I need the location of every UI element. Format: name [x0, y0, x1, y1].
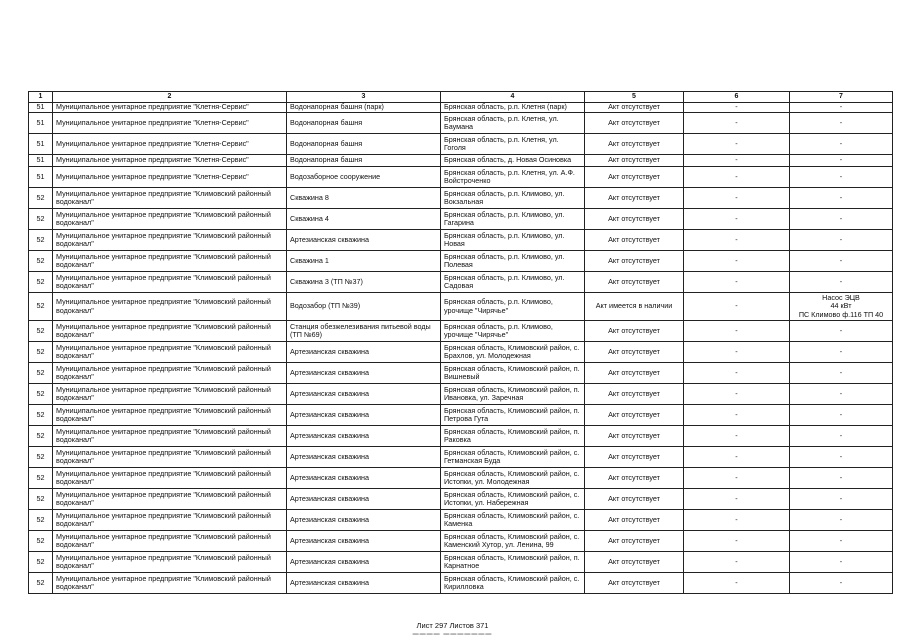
row-number: 52 — [29, 188, 53, 209]
table-row — [29, 363, 893, 384]
address-cell: Брянская область, р.п. Клетня (парк) — [441, 103, 585, 113]
address-cell: Брянская область, Климовский район, п. Вишневый — [441, 363, 585, 384]
column-7-cell: - — [790, 573, 893, 594]
act-status-cell: Акт отсутствует — [585, 447, 684, 468]
table-row — [29, 167, 893, 188]
column-7-cell: - — [790, 468, 893, 489]
object-cell: Артезианская скважина — [287, 230, 441, 251]
column-7-cell: - — [790, 209, 893, 230]
object-cell: Скважина 1 — [287, 251, 441, 272]
act-status-cell: Акт отсутствует — [585, 167, 684, 188]
column-6-cell: - — [684, 363, 790, 384]
act-status-cell: Акт отсутствует — [585, 531, 684, 552]
column-6-cell: - — [684, 167, 790, 188]
column-7-cell: - — [790, 405, 893, 426]
footer-faint-stamp: ▬▬▬▬ ▬▬▬▬▬▬▬ — [412, 631, 493, 637]
organization-cell: Муниципальное унитарное предприятие "Клетня-Сервис" — [53, 103, 287, 113]
table-row — [29, 510, 893, 531]
column-6-cell: - — [684, 321, 790, 342]
object-cell: Водонапорная башня — [287, 155, 441, 167]
column-7-cell: - — [790, 155, 893, 167]
act-status-cell: Акт отсутствует — [585, 468, 684, 489]
table-row — [29, 552, 893, 573]
act-status-cell: Акт отсутствует — [585, 155, 684, 167]
table-row — [29, 155, 893, 167]
object-cell: Водонапорная башня — [287, 113, 441, 134]
column-7-cell: - — [790, 447, 893, 468]
table-row — [29, 230, 893, 251]
column-7-cell: - — [790, 272, 893, 293]
row-number: 51 — [29, 167, 53, 188]
column-7-cell: - — [790, 134, 893, 155]
organization-cell: Муниципальное унитарное предприятие "Климовский районный водоканал" — [53, 489, 287, 510]
act-status-cell: Акт отсутствует — [585, 342, 684, 363]
table-row — [29, 272, 893, 293]
act-status-cell: Акт отсутствует — [585, 103, 684, 113]
column-6-cell: - — [684, 103, 790, 113]
object-cell: Артезианская скважина — [287, 510, 441, 531]
registry-table — [28, 91, 893, 594]
address-cell: Брянская область, р.п. Климово, ул. Гагарина — [441, 209, 585, 230]
organization-cell: Муниципальное унитарное предприятие "Климовский районный водоканал" — [53, 468, 287, 489]
address-cell: Брянская область, д. Новая Осиновка — [441, 155, 585, 167]
object-cell: Артезианская скважина — [287, 405, 441, 426]
column-header-4: 4 — [441, 92, 585, 103]
object-cell: Водозабор (ТП №39) — [287, 293, 441, 321]
object-cell: Артезианская скважина — [287, 384, 441, 405]
column-7-cell: - — [790, 552, 893, 573]
column-6-cell: - — [684, 489, 790, 510]
row-number: 52 — [29, 489, 53, 510]
column-6-cell: - — [684, 293, 790, 321]
organization-cell: Муниципальное унитарное предприятие "Климовский районный водоканал" — [53, 426, 287, 447]
column-6-cell: - — [684, 342, 790, 363]
organization-cell: Муниципальное унитарное предприятие "Клетня-Сервис" — [53, 113, 287, 134]
table-row — [29, 468, 893, 489]
organization-cell: Муниципальное унитарное предприятие "Климовский районный водоканал" — [53, 384, 287, 405]
row-number: 52 — [29, 573, 53, 594]
table-row — [29, 531, 893, 552]
act-status-cell: Акт отсутствует — [585, 363, 684, 384]
address-cell: Брянская область, Климовский район, п. Петрова Гута — [441, 405, 585, 426]
organization-cell: Муниципальное унитарное предприятие "Клетня-Сервис" — [53, 167, 287, 188]
object-cell: Водонапорная башня — [287, 134, 441, 155]
act-status-cell: Акт отсутствует — [585, 230, 684, 251]
column-6-cell: - — [684, 230, 790, 251]
column-6-cell: - — [684, 251, 790, 272]
organization-cell: Муниципальное унитарное предприятие "Климовский районный водоканал" — [53, 342, 287, 363]
object-cell: Скважина 4 — [287, 209, 441, 230]
act-status-cell: Акт отсутствует — [585, 321, 684, 342]
column-header-3: 3 — [287, 92, 441, 103]
address-cell: Брянская область, р.п. Климово, ул. Садовая — [441, 272, 585, 293]
organization-cell: Муниципальное унитарное предприятие "Клетня-Сервис" — [53, 134, 287, 155]
organization-cell: Муниципальное унитарное предприятие "Климовский районный водоканал" — [53, 272, 287, 293]
column-6-cell: - — [684, 447, 790, 468]
organization-cell: Муниципальное унитарное предприятие "Климовский районный водоканал" — [53, 209, 287, 230]
column-header-6: 6 — [684, 92, 790, 103]
column-6-cell: - — [684, 510, 790, 531]
organization-cell: Муниципальное унитарное предприятие "Климовский районный водоканал" — [53, 510, 287, 531]
address-cell: Брянская область, Климовский район, с. Брахлов, ул. Молодежная — [441, 342, 585, 363]
address-cell: Брянская область, р.п. Клетня, ул. Баумана — [441, 113, 585, 134]
act-status-cell: Акт отсутствует — [585, 426, 684, 447]
table-row — [29, 134, 893, 155]
column-7-cell: - — [790, 103, 893, 113]
object-cell: Станция обезжелезивания питьевой воды (ТП №69) — [287, 321, 441, 342]
header-row — [29, 92, 893, 103]
table-row — [29, 426, 893, 447]
act-status-cell: Акт отсутствует — [585, 113, 684, 134]
column-6-cell: - — [684, 188, 790, 209]
table-row — [29, 321, 893, 342]
column-7-cell: - — [790, 426, 893, 447]
organization-cell: Муниципальное унитарное предприятие "Климовский районный водоканал" — [53, 363, 287, 384]
column-7-cell: - — [790, 489, 893, 510]
row-number: 52 — [29, 272, 53, 293]
column-header-7: 7 — [790, 92, 893, 103]
row-number: 52 — [29, 209, 53, 230]
address-cell: Брянская область, Климовский район, с. Истопки, ул. Набережная — [441, 489, 585, 510]
object-cell: Водонапорная башня (парк) — [287, 103, 441, 113]
column-6-cell: - — [684, 272, 790, 293]
organization-cell: Муниципальное унитарное предприятие "Климовский районный водоканал" — [53, 531, 287, 552]
act-status-cell: Акт отсутствует — [585, 272, 684, 293]
column-7-cell: - — [790, 321, 893, 342]
column-7-cell: - — [790, 251, 893, 272]
organization-cell: Муниципальное унитарное предприятие "Клетня-Сервис" — [53, 155, 287, 167]
act-status-cell: Акт отсутствует — [585, 134, 684, 155]
column-7-cell: - — [790, 384, 893, 405]
object-cell: Артезианская скважина — [287, 447, 441, 468]
row-number: 52 — [29, 405, 53, 426]
row-number: 51 — [29, 113, 53, 134]
column-7-cell: - — [790, 167, 893, 188]
object-cell: Артезианская скважина — [287, 363, 441, 384]
address-cell: Брянская область, р.п. Климово, урочище "Чирячье" — [441, 293, 585, 321]
act-status-cell: Акт отсутствует — [585, 489, 684, 510]
address-cell: Брянская область, р.п. Клетня, ул. Гоголя — [441, 134, 585, 155]
address-cell: Брянская область, Климовский район, п. Раковка — [441, 426, 585, 447]
organization-cell: Муниципальное унитарное предприятие "Климовский районный водоканал" — [53, 573, 287, 594]
table-row — [29, 342, 893, 363]
row-number: 52 — [29, 363, 53, 384]
address-cell: Брянская область, Климовский район, п. Карнатное — [441, 552, 585, 573]
column-header-5: 5 — [585, 92, 684, 103]
table-row — [29, 405, 893, 426]
column-6-cell: - — [684, 531, 790, 552]
object-cell: Артезианская скважина — [287, 426, 441, 447]
address-cell: Брянская область, р.п. Климово, ул. Новая — [441, 230, 585, 251]
organization-cell: Муниципальное унитарное предприятие "Климовский районный водоканал" — [53, 321, 287, 342]
row-number: 52 — [29, 384, 53, 405]
column-6-cell: - — [684, 384, 790, 405]
object-cell: Артезианская скважина — [287, 468, 441, 489]
table-row — [29, 188, 893, 209]
row-number: 52 — [29, 293, 53, 321]
object-cell: Водозаборное сооружение — [287, 167, 441, 188]
row-number: 51 — [29, 103, 53, 113]
row-number: 52 — [29, 342, 53, 363]
object-cell: Артезианская скважина — [287, 531, 441, 552]
row-number: 52 — [29, 468, 53, 489]
act-status-cell: Акт отсутствует — [585, 188, 684, 209]
table-row — [29, 573, 893, 594]
column-header-2: 2 — [53, 92, 287, 103]
row-number: 52 — [29, 321, 53, 342]
table-row — [29, 293, 893, 321]
page-footer: Лист 297 Листов 371 — [416, 621, 489, 630]
act-status-cell: Акт отсутствует — [585, 573, 684, 594]
act-status-cell: Акт отсутствует — [585, 251, 684, 272]
address-cell: Брянская область, р.п. Клетня, ул. А.Ф. Войстроченко — [441, 167, 585, 188]
column-6-cell: - — [684, 134, 790, 155]
object-cell: Артезианская скважина — [287, 573, 441, 594]
column-7-cell: - — [790, 510, 893, 531]
table-row — [29, 113, 893, 134]
address-cell: Брянская область, Климовский район, с. Каменка — [441, 510, 585, 531]
row-number: 52 — [29, 251, 53, 272]
act-status-cell: Акт отсутствует — [585, 510, 684, 531]
column-7-cell: - — [790, 363, 893, 384]
column-6-cell: - — [684, 405, 790, 426]
column-7-cell: - — [790, 113, 893, 134]
address-cell: Брянская область, Климовский район, с. Истопки, ул. Молодежная — [441, 468, 585, 489]
object-cell: Артезианская скважина — [287, 489, 441, 510]
organization-cell: Муниципальное унитарное предприятие "Климовский районный водоканал" — [53, 552, 287, 573]
organization-cell: Муниципальное унитарное предприятие "Климовский районный водоканал" — [53, 405, 287, 426]
column-6-cell: - — [684, 209, 790, 230]
act-status-cell: Акт отсутствует — [585, 405, 684, 426]
row-number: 51 — [29, 134, 53, 155]
organization-cell: Муниципальное унитарное предприятие "Климовский районный водоканал" — [53, 188, 287, 209]
address-cell: Брянская область, р.п. Климово, ул. Полевая — [441, 251, 585, 272]
column-6-cell: - — [684, 155, 790, 167]
organization-cell: Муниципальное унитарное предприятие "Климовский районный водоканал" — [53, 293, 287, 321]
row-number: 52 — [29, 552, 53, 573]
row-number: 52 — [29, 531, 53, 552]
column-7-cell: - — [790, 342, 893, 363]
column-7-cell: - — [790, 230, 893, 251]
row-number: 52 — [29, 426, 53, 447]
address-cell: Брянская область, Климовский район, с. Гетманская Буда — [441, 447, 585, 468]
object-cell: Скважина 8 — [287, 188, 441, 209]
act-status-cell: Акт отсутствует — [585, 384, 684, 405]
table-row — [29, 489, 893, 510]
table-row — [29, 384, 893, 405]
column-6-cell: - — [684, 426, 790, 447]
column-6-cell: - — [684, 573, 790, 594]
organization-cell: Муниципальное унитарное предприятие "Климовский районный водоканал" — [53, 230, 287, 251]
address-cell: Брянская область, Климовский район, с. Каменский Хутор, ул. Ленина, 99 — [441, 531, 585, 552]
table-row — [29, 251, 893, 272]
column-7-cell: - — [790, 531, 893, 552]
column-6-cell: - — [684, 113, 790, 134]
object-cell: Артезианская скважина — [287, 552, 441, 573]
table-row — [29, 103, 893, 113]
act-status-cell: Акт имеется в наличии — [585, 293, 684, 321]
organization-cell: Муниципальное унитарное предприятие "Климовский районный водоканал" — [53, 447, 287, 468]
address-cell: Брянская область, Климовский район, п. Ивановка, ул. Заречная — [441, 384, 585, 405]
row-number: 51 — [29, 155, 53, 167]
column-header-1: 1 — [29, 92, 53, 103]
column-6-cell: - — [684, 552, 790, 573]
column-6-cell: - — [684, 468, 790, 489]
address-cell: Брянская область, Климовский район, с. Кирилловка — [441, 573, 585, 594]
act-status-cell: Акт отсутствует — [585, 209, 684, 230]
organization-cell: Муниципальное унитарное предприятие "Климовский районный водоканал" — [53, 251, 287, 272]
table-row — [29, 447, 893, 468]
address-cell: Брянская область, р.п. Климово, ул. Вокзальная — [441, 188, 585, 209]
table-body — [29, 103, 893, 594]
table-row — [29, 209, 893, 230]
object-cell: Скважина 3 (ТП №37) — [287, 272, 441, 293]
act-status-cell: Акт отсутствует — [585, 552, 684, 573]
column-7-cell: - — [790, 188, 893, 209]
address-cell: Брянская область, р.п. Климово, урочище "Чирячье" — [441, 321, 585, 342]
column-7-cell: Насос ЭЦВ 44 кВт ПС Климово ф.116 ТП 40 — [790, 293, 893, 321]
row-number: 52 — [29, 510, 53, 531]
row-number: 52 — [29, 447, 53, 468]
object-cell: Артезианская скважина — [287, 342, 441, 363]
row-number: 52 — [29, 230, 53, 251]
